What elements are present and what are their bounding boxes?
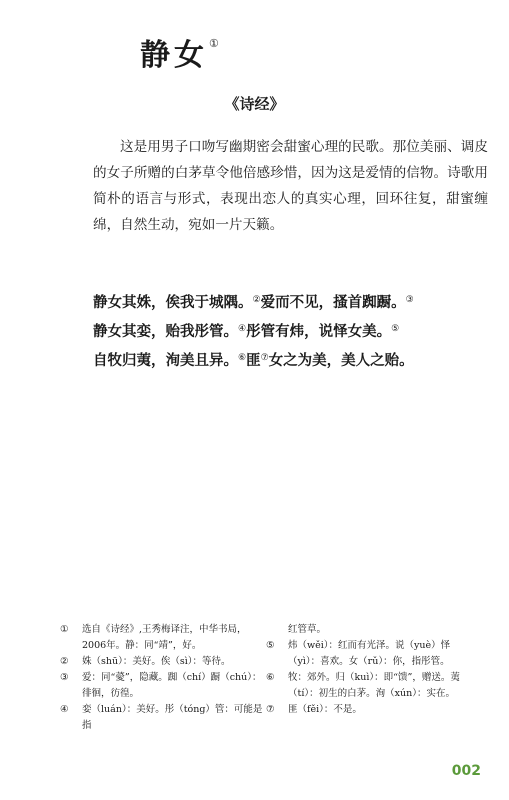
footnote-text: 姝（shū）：美好。俟（sì）：等待。: [82, 656, 231, 667]
poem-text: 女之为美，美人之贻。: [268, 352, 414, 369]
footnote-item: [266, 622, 476, 638]
footnote-number: ③: [60, 672, 69, 683]
footnote-marker: ③: [405, 295, 414, 305]
poem-text: 爱而不见，搔首踟蹰。: [260, 294, 406, 311]
footnote-text: 选自《诗经》,王秀梅译注，中华书局，2006年。静：同“靖”，好。: [82, 624, 247, 651]
footnote-item: [266, 638, 476, 670]
footnote-marker: ⑥: [238, 353, 247, 363]
poem-text: 自牧归荑，洵美且异。: [93, 352, 238, 369]
source-attribution: 《诗经》: [224, 95, 285, 113]
footnotes-right: [266, 622, 476, 718]
footnote-text: 炜（wěi）：红而有光泽。说（yuè）怿（yì）：喜欢。女（rǔ）：你，指彤管。: [288, 640, 451, 667]
footnote-text: 红管草。: [288, 624, 327, 635]
footnote-number: ②: [60, 656, 69, 667]
footnotes-left: [60, 622, 268, 734]
footnote-marker: ①: [209, 37, 219, 50]
poem-body: [93, 287, 493, 374]
poem-text: 静女其娈，贻我彤管。: [93, 323, 238, 340]
footnote-marker: ⑤: [391, 324, 400, 334]
poem-text: 静女其姝，俟我于城隅。: [93, 294, 253, 311]
footnote-item: [266, 702, 476, 718]
footnote-item: [266, 670, 476, 702]
poem-line: [93, 316, 493, 345]
footnote-number: ⑦: [266, 704, 275, 715]
footnote-marker: ⑦: [260, 353, 269, 363]
footnote-number: ④: [60, 704, 69, 715]
footnote-marker: ②: [252, 295, 261, 305]
footnote-text: 匪（fěi）：不是。: [288, 704, 362, 715]
footnote-marker: ④: [238, 324, 247, 334]
poem-title-text: 静女: [140, 38, 208, 73]
poem-text: 匪: [246, 352, 261, 369]
poem-line: [93, 287, 493, 316]
footnote-text: 牧：郊外。归（kuì）：即“馈”，赠送。荑（tí）：初生的白茅。洵（xún）：实在。: [288, 672, 460, 699]
intro-paragraph: 这是用男子口吻写幽期密会甜蜜心理的民歌。那位美丽、调皮的女子所赠的白茅草令他倍感珍惜，因为这是爱情的信物。诗歌用简朴的语言与形式，表现出恋人的真实心理，回环往复，甜蜜缠绵，自然生动，宛如一片天籁。: [93, 139, 488, 233]
poem-line: [93, 345, 493, 374]
footnote-number: ①: [60, 624, 69, 635]
footnote-number: ⑥: [266, 672, 275, 683]
footnote-item: [60, 670, 268, 702]
page-number: 002: [451, 763, 481, 779]
poem-title: [140, 30, 219, 74]
footnote-number: ⑤: [266, 640, 275, 651]
footnote-text: 娈（luán）：美好。彤（tóng）管：可能是指: [82, 704, 263, 731]
footnote-text: 爱：同“薆”，隐藏。踟（chí）蹰（chú）：徘徊，彷徨。: [82, 672, 262, 699]
footnote-item: [60, 702, 268, 734]
footnote-item: [60, 654, 268, 670]
footnote-item: [60, 622, 268, 654]
poem-text: 彤管有炜，说怿女美。: [246, 323, 392, 340]
